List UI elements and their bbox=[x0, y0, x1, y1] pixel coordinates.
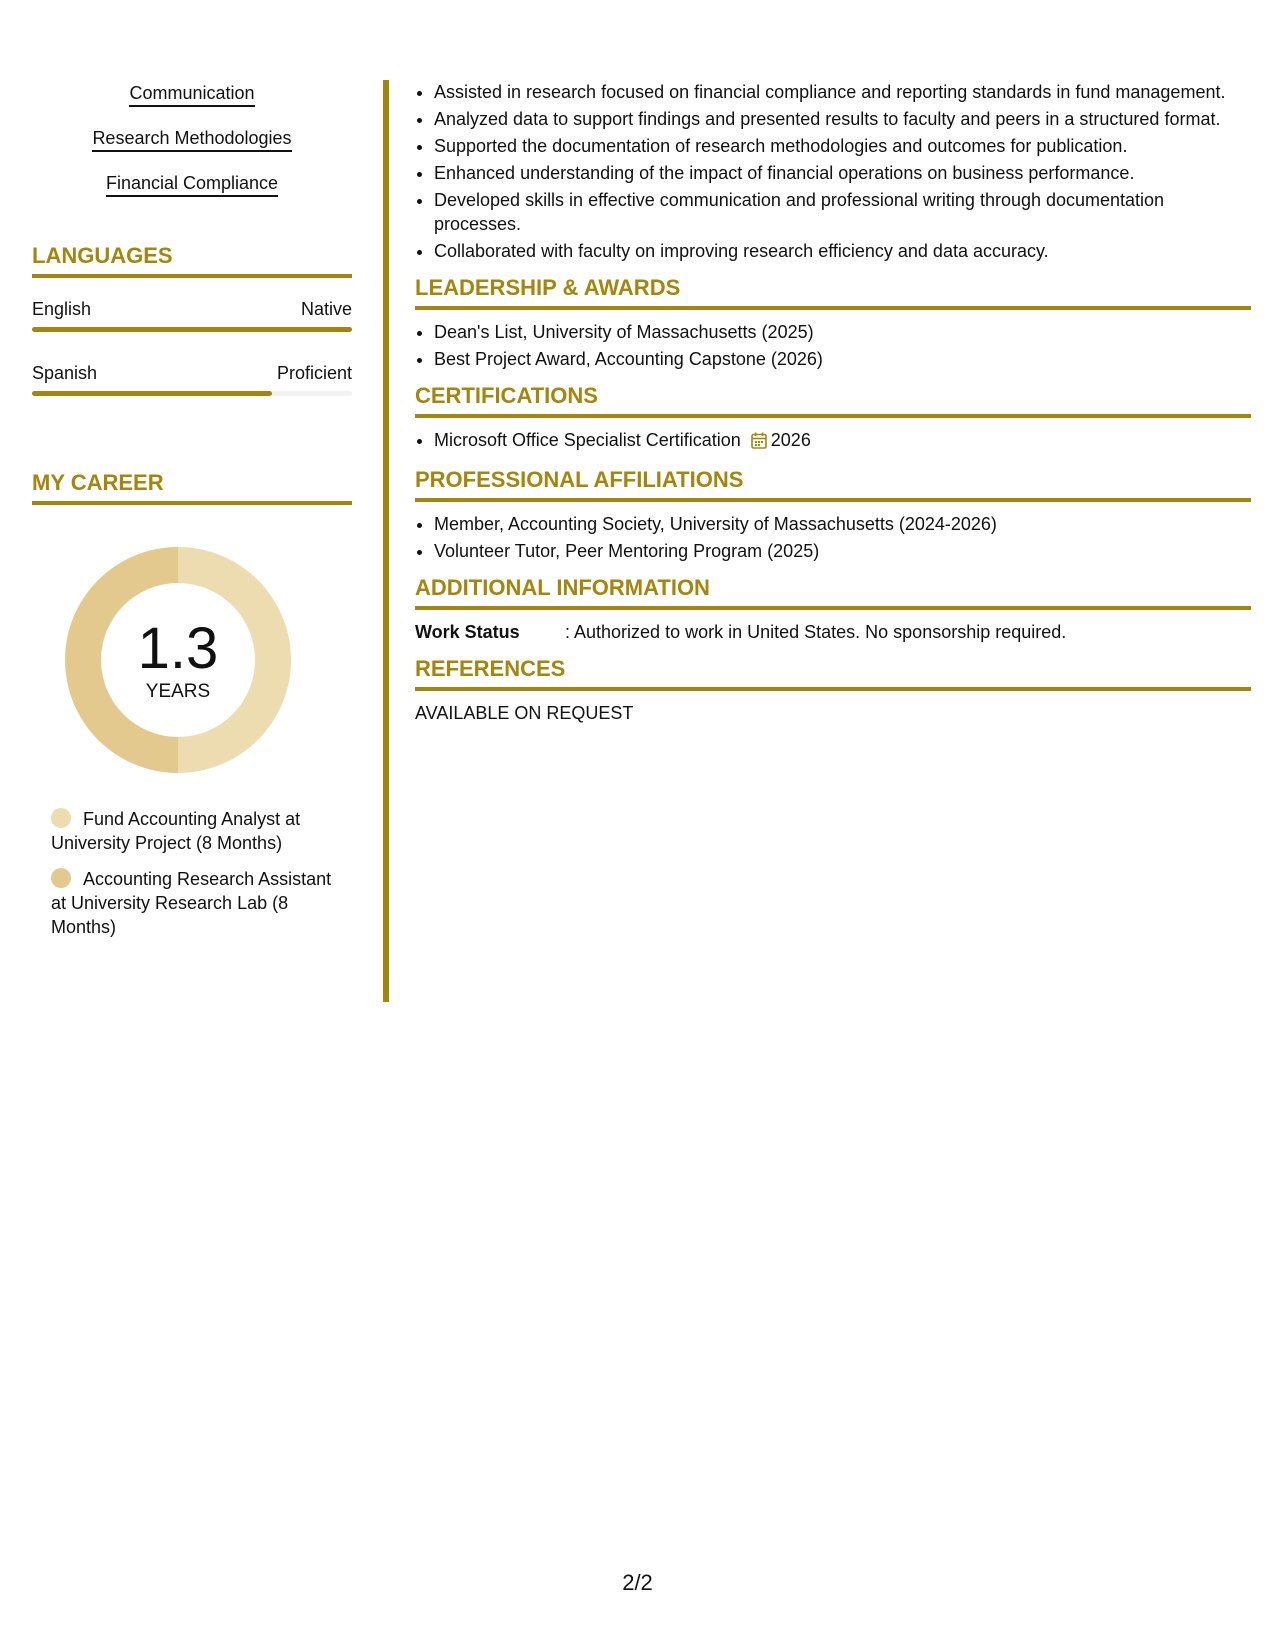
language-level-bar bbox=[32, 327, 352, 332]
work-status-label: Work Status bbox=[415, 622, 520, 642]
certification-year: 2026 bbox=[770, 430, 811, 450]
additional-title: ADDITIONAL INFORMATION bbox=[415, 575, 1251, 610]
experience-bullets bbox=[415, 80, 1251, 263]
skill-item: Financial Compliance bbox=[106, 172, 278, 197]
references-section bbox=[415, 656, 1251, 725]
certifications-title: CERTIFICATIONS bbox=[415, 383, 1251, 418]
list-item bbox=[434, 428, 1251, 455]
list-item: • Developed skills in effective communication and professional writing through documentation processes. bbox=[434, 188, 1251, 236]
language-level-bar bbox=[32, 391, 352, 396]
list-item: • Assisted in research focused on financial compliance and reporting standards in fund management. bbox=[434, 80, 1251, 104]
column-divider bbox=[383, 80, 389, 1002]
list-item: • Enhanced understanding of the impact of financial operations on business performance. bbox=[434, 161, 1251, 185]
legend-item bbox=[51, 807, 341, 855]
page-number: 2/2 bbox=[622, 1570, 653, 1595]
calendar-icon bbox=[751, 431, 767, 455]
language-entry bbox=[32, 362, 352, 396]
legend-swatch bbox=[51, 868, 71, 888]
list-item: • Collaborated with faculty on improving research efficiency and data accuracy. bbox=[434, 239, 1251, 263]
career-years-value: 1.3 bbox=[137, 616, 219, 681]
language-level: Native bbox=[300, 299, 352, 319]
list-item: • Analyzed data to support findings and presented results to faculty and peers in a structured format. bbox=[434, 107, 1251, 131]
language-level-fill bbox=[32, 327, 352, 332]
career-section bbox=[32, 470, 352, 939]
career-donut-chart bbox=[65, 547, 291, 773]
legend-swatch bbox=[51, 808, 71, 828]
skills-list bbox=[32, 82, 352, 197]
certification-name: Microsoft Office Specialist Certification bbox=[434, 430, 741, 450]
list-item: • Supported the documentation of research methodologies and outcomes for publication. bbox=[434, 134, 1251, 158]
leadership-section bbox=[415, 275, 1251, 371]
work-status-value: : Authorized to work in United States. No sponsorship required. bbox=[565, 622, 1067, 642]
skill-item: Research Methodologies bbox=[92, 127, 291, 152]
career-years-unit: YEARS bbox=[145, 681, 211, 702]
leadership-title: LEADERSHIP & AWARDS bbox=[415, 275, 1251, 310]
legend-item bbox=[51, 867, 341, 939]
language-name: English bbox=[32, 299, 92, 319]
language-name: Spanish bbox=[32, 363, 98, 383]
list-item: • Dean's List, University of Massachusetts (2025) bbox=[434, 320, 1251, 344]
language-level: Proficient bbox=[276, 363, 352, 383]
legend-label: Fund Accounting Analyst at University Project (8 Months) bbox=[51, 809, 301, 853]
additional-section bbox=[415, 575, 1251, 644]
career-title: MY CAREER bbox=[32, 470, 352, 505]
languages-section bbox=[32, 243, 352, 396]
affiliations-section bbox=[415, 467, 1251, 563]
list-item: • Best Project Award, Accounting Capstone (2026) bbox=[434, 347, 1251, 371]
language-entry bbox=[32, 298, 352, 332]
language-level-fill bbox=[32, 391, 272, 396]
certifications-section bbox=[415, 383, 1251, 455]
references-text: AVAILABLE ON REQUEST bbox=[415, 703, 634, 723]
career-legend bbox=[51, 807, 341, 939]
legend-label: Accounting Research Assistant at University Research Lab (8 Months) bbox=[51, 869, 332, 937]
list-item: • Volunteer Tutor, Peer Mentoring Program (2025) bbox=[434, 539, 1251, 563]
left-column bbox=[32, 82, 352, 951]
list-item: • Member, Accounting Society, University of Massachusetts (2024-2026) bbox=[434, 512, 1251, 536]
languages-title: LANGUAGES bbox=[32, 243, 352, 278]
skill-item: Communication bbox=[129, 82, 254, 107]
affiliations-title: PROFESSIONAL AFFILIATIONS bbox=[415, 467, 1251, 502]
references-title: REFERENCES bbox=[415, 656, 1251, 691]
right-column bbox=[415, 80, 1251, 725]
